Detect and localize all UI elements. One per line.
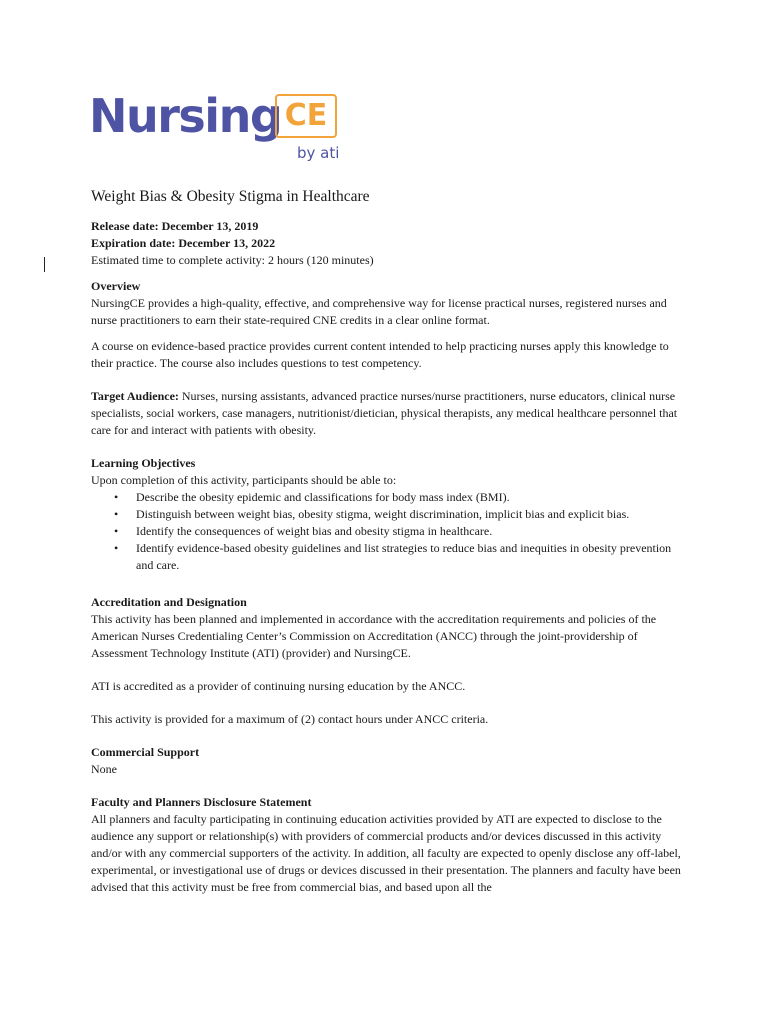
text-cursor: [44, 257, 45, 272]
accreditation-paragraph-1: This activity has been planned and implemented in accordance with the accreditation requirements and policies of the American Nurses Credentialing Center’s Commission on Accreditation (ANCC) through the joint-providership of Assessment Technology Institute (ATI) (provider) and NursingCE.: [91, 612, 657, 660]
faculty-disclosure-heading: Faculty and Planners Disclosure Statement: [91, 795, 312, 809]
commercial-support-heading: Commercial Support: [91, 745, 200, 759]
objectives-intro: Upon completion of this activity, participants should be able to:: [91, 473, 397, 487]
objective-item: [114, 506, 691, 523]
objective-item: [114, 523, 691, 540]
objective-item: [114, 489, 691, 506]
objectives-list: [91, 489, 691, 574]
logo-wordmark: Nursing: [89, 89, 282, 143]
overview-paragraph-2: A course on evidence-based practice provides current content intended to help practicing nurses apply this knowledge to their practice. The course also includes questions to test competency.: [91, 339, 669, 370]
objective-text: Identify evidence-based obesity guidelines and list strategies to reduce bias and inequities in obesity prevention and care.: [136, 541, 672, 572]
objective-text: Describe the obesity epidemic and classifications for body mass index (BMI).: [136, 490, 510, 504]
accreditation-heading: Accreditation and Designation: [91, 595, 247, 609]
estimated-time: Estimated time to complete activity: 2 hours (120 minutes): [91, 253, 374, 267]
target-audience-text: Nurses, nursing assistants, advanced practice nurses/nurse practitioners, nurse educators, clinical nurse specialists, social workers, case managers, nutritionist/dietician, physical therapists, any medical healthcare personnel that care for and interact with patients with obesity.: [91, 389, 678, 437]
bullet-icon: •: [114, 524, 119, 538]
objective-text: Identify the consequences of weight bias and obesity stigma in healthcare.: [136, 524, 493, 538]
logo-ce-box: [275, 94, 337, 138]
logo-ce-text: CE: [284, 98, 328, 133]
commercial-support-text: None: [91, 762, 117, 776]
target-audience: [91, 388, 691, 439]
bullet-icon: •: [114, 490, 119, 504]
faculty-disclosure-text: All planners and faculty participating in continuing education activities provided by ATI are expected to disclose to the audience any support or relationship(s) with providers of commercial products and/or devices discussed in this activity and/or with any commercial supporters of the activity. In addition, all faculty are expected to openly disclose any off-label, experimental, or investigational use of drugs or devices discussed in their presentation. The planners and faculty have been advised that this activity must be free from commercial bias, and based upon all the: [91, 812, 681, 894]
objectives-heading: Learning Objectives: [91, 456, 196, 470]
document-title: Weight Bias & Obesity Stigma in Healthcare: [91, 188, 370, 205]
accreditation-paragraph-2: ATI is accredited as a provider of continuing nursing education by the ANCC.: [91, 679, 466, 693]
bullet-icon: •: [114, 507, 119, 521]
expiration-date: Expiration date: December 13, 2022: [91, 236, 276, 250]
overview-heading: Overview: [91, 279, 141, 293]
target-audience-label: Target Audience:: [91, 389, 179, 403]
overview-paragraph-1: NursingCE provides a high-quality, effective, and comprehensive way for license practical nurses, registered nurses and nurse practitioners to earn their state-required CNE credits in a clear online format.: [91, 296, 667, 327]
release-date: Release date: December 13, 2019: [91, 219, 259, 233]
logo-tagline: by ati: [297, 144, 340, 162]
bullet-icon: •: [114, 541, 119, 555]
objective-item: [114, 540, 691, 574]
accreditation-paragraph-3: This activity is provided for a maximum of (2) contact hours under ANCC criteria.: [91, 712, 489, 726]
objective-text: Distinguish between weight bias, obesity stigma, weight discrimination, implicit bias and explicit bias.: [136, 507, 630, 521]
nursingce-logo: [89, 88, 349, 168]
document-content: [91, 186, 691, 896]
